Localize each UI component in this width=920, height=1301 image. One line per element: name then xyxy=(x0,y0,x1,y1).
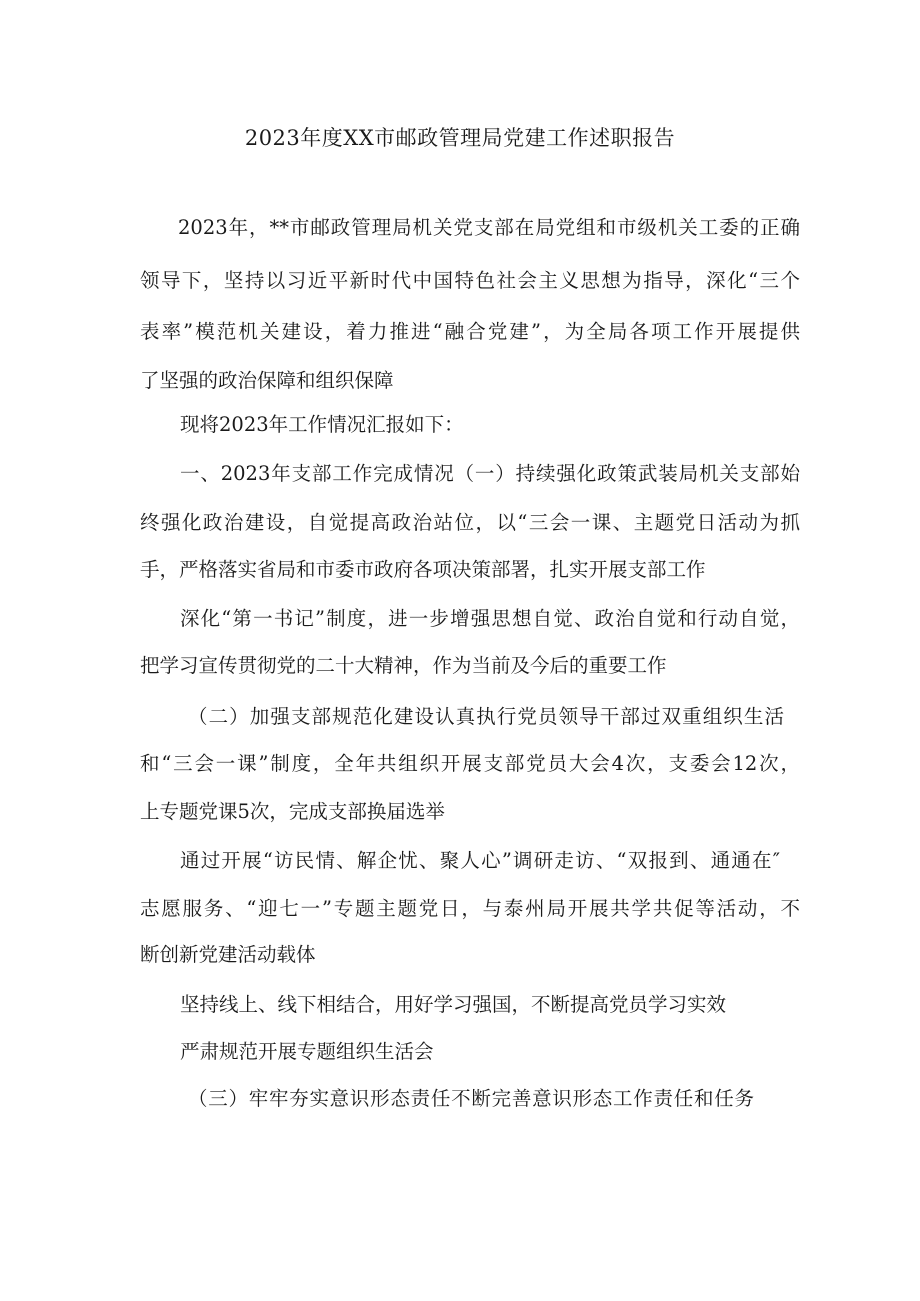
paragraph-line: 坚持线上、线下相结合，用好学习强国，不断提高党员学习实效 xyxy=(180,993,727,1016)
paragraph-line: 上专题党课5次，完成支部换届选举 xyxy=(140,800,445,823)
paragraph-line: 了坚强的政治保障和组织保障 xyxy=(140,369,394,392)
paragraph-line: 断创新党建活动载体 xyxy=(140,943,316,966)
paragraph-line: 一、2023年支部工作完成情况（一）持续强化政策武装局机关支部始 xyxy=(180,462,800,485)
paragraph-line: 现将2023年工作情况汇报如下： xyxy=(180,413,464,436)
paragraph-line: 终强化政治建设，自觉提高政治站位，以“三会一课、主题党日活动为抓 xyxy=(140,511,800,534)
paragraph-line: 手，严格落实省局和市委市政府各项决策部署，扎实开展支部工作 xyxy=(140,558,706,581)
paragraph-line: 志愿服务、“迎七一”专题主题党日，与泰州局开展共学共促等活动，不 xyxy=(140,897,800,920)
paragraph-line: （二）加强支部规范化建设认真执行党员领导干部过双重组织生活 xyxy=(188,705,784,728)
paragraph-line: 领导下，坚持以习近平新时代中国特色社会主义思想为指导，深化“三个 xyxy=(140,269,800,292)
paragraph-line: （三）牢牢夯实意识形态责任不断完善意识形态工作责任和任务 xyxy=(188,1087,754,1110)
paragraph-line: 和“三会一课”制度，全年共组织开展支部党员大会4次，支委会12次， xyxy=(140,752,800,775)
paragraph-line: 通过开展“访民情、解企忧、聚人心”调研走访、“双报到、通通在″ xyxy=(180,849,780,872)
paragraph-line: 表率”模范机关建设，着力推进“融合党建”，为全局各项工作开展提供 xyxy=(140,320,800,343)
document-title: 2023年度XX市邮政管理局党建工作述职报告 xyxy=(244,126,676,150)
paragraph-line: 深化“第一书记”制度，进一步增强思想自觉、政治自觉和行动自觉， xyxy=(180,607,800,630)
paragraph-line: 严肃规范开展专题组织生活会 xyxy=(180,1040,434,1063)
paragraph-line: 把学习宣传贯彻党的二十大精神，作为当前及今后的重要工作 xyxy=(140,654,667,677)
paragraph-line: 2023年，**市邮政管理局机关党支部在局党组和市级机关工委的正确 xyxy=(178,216,800,239)
